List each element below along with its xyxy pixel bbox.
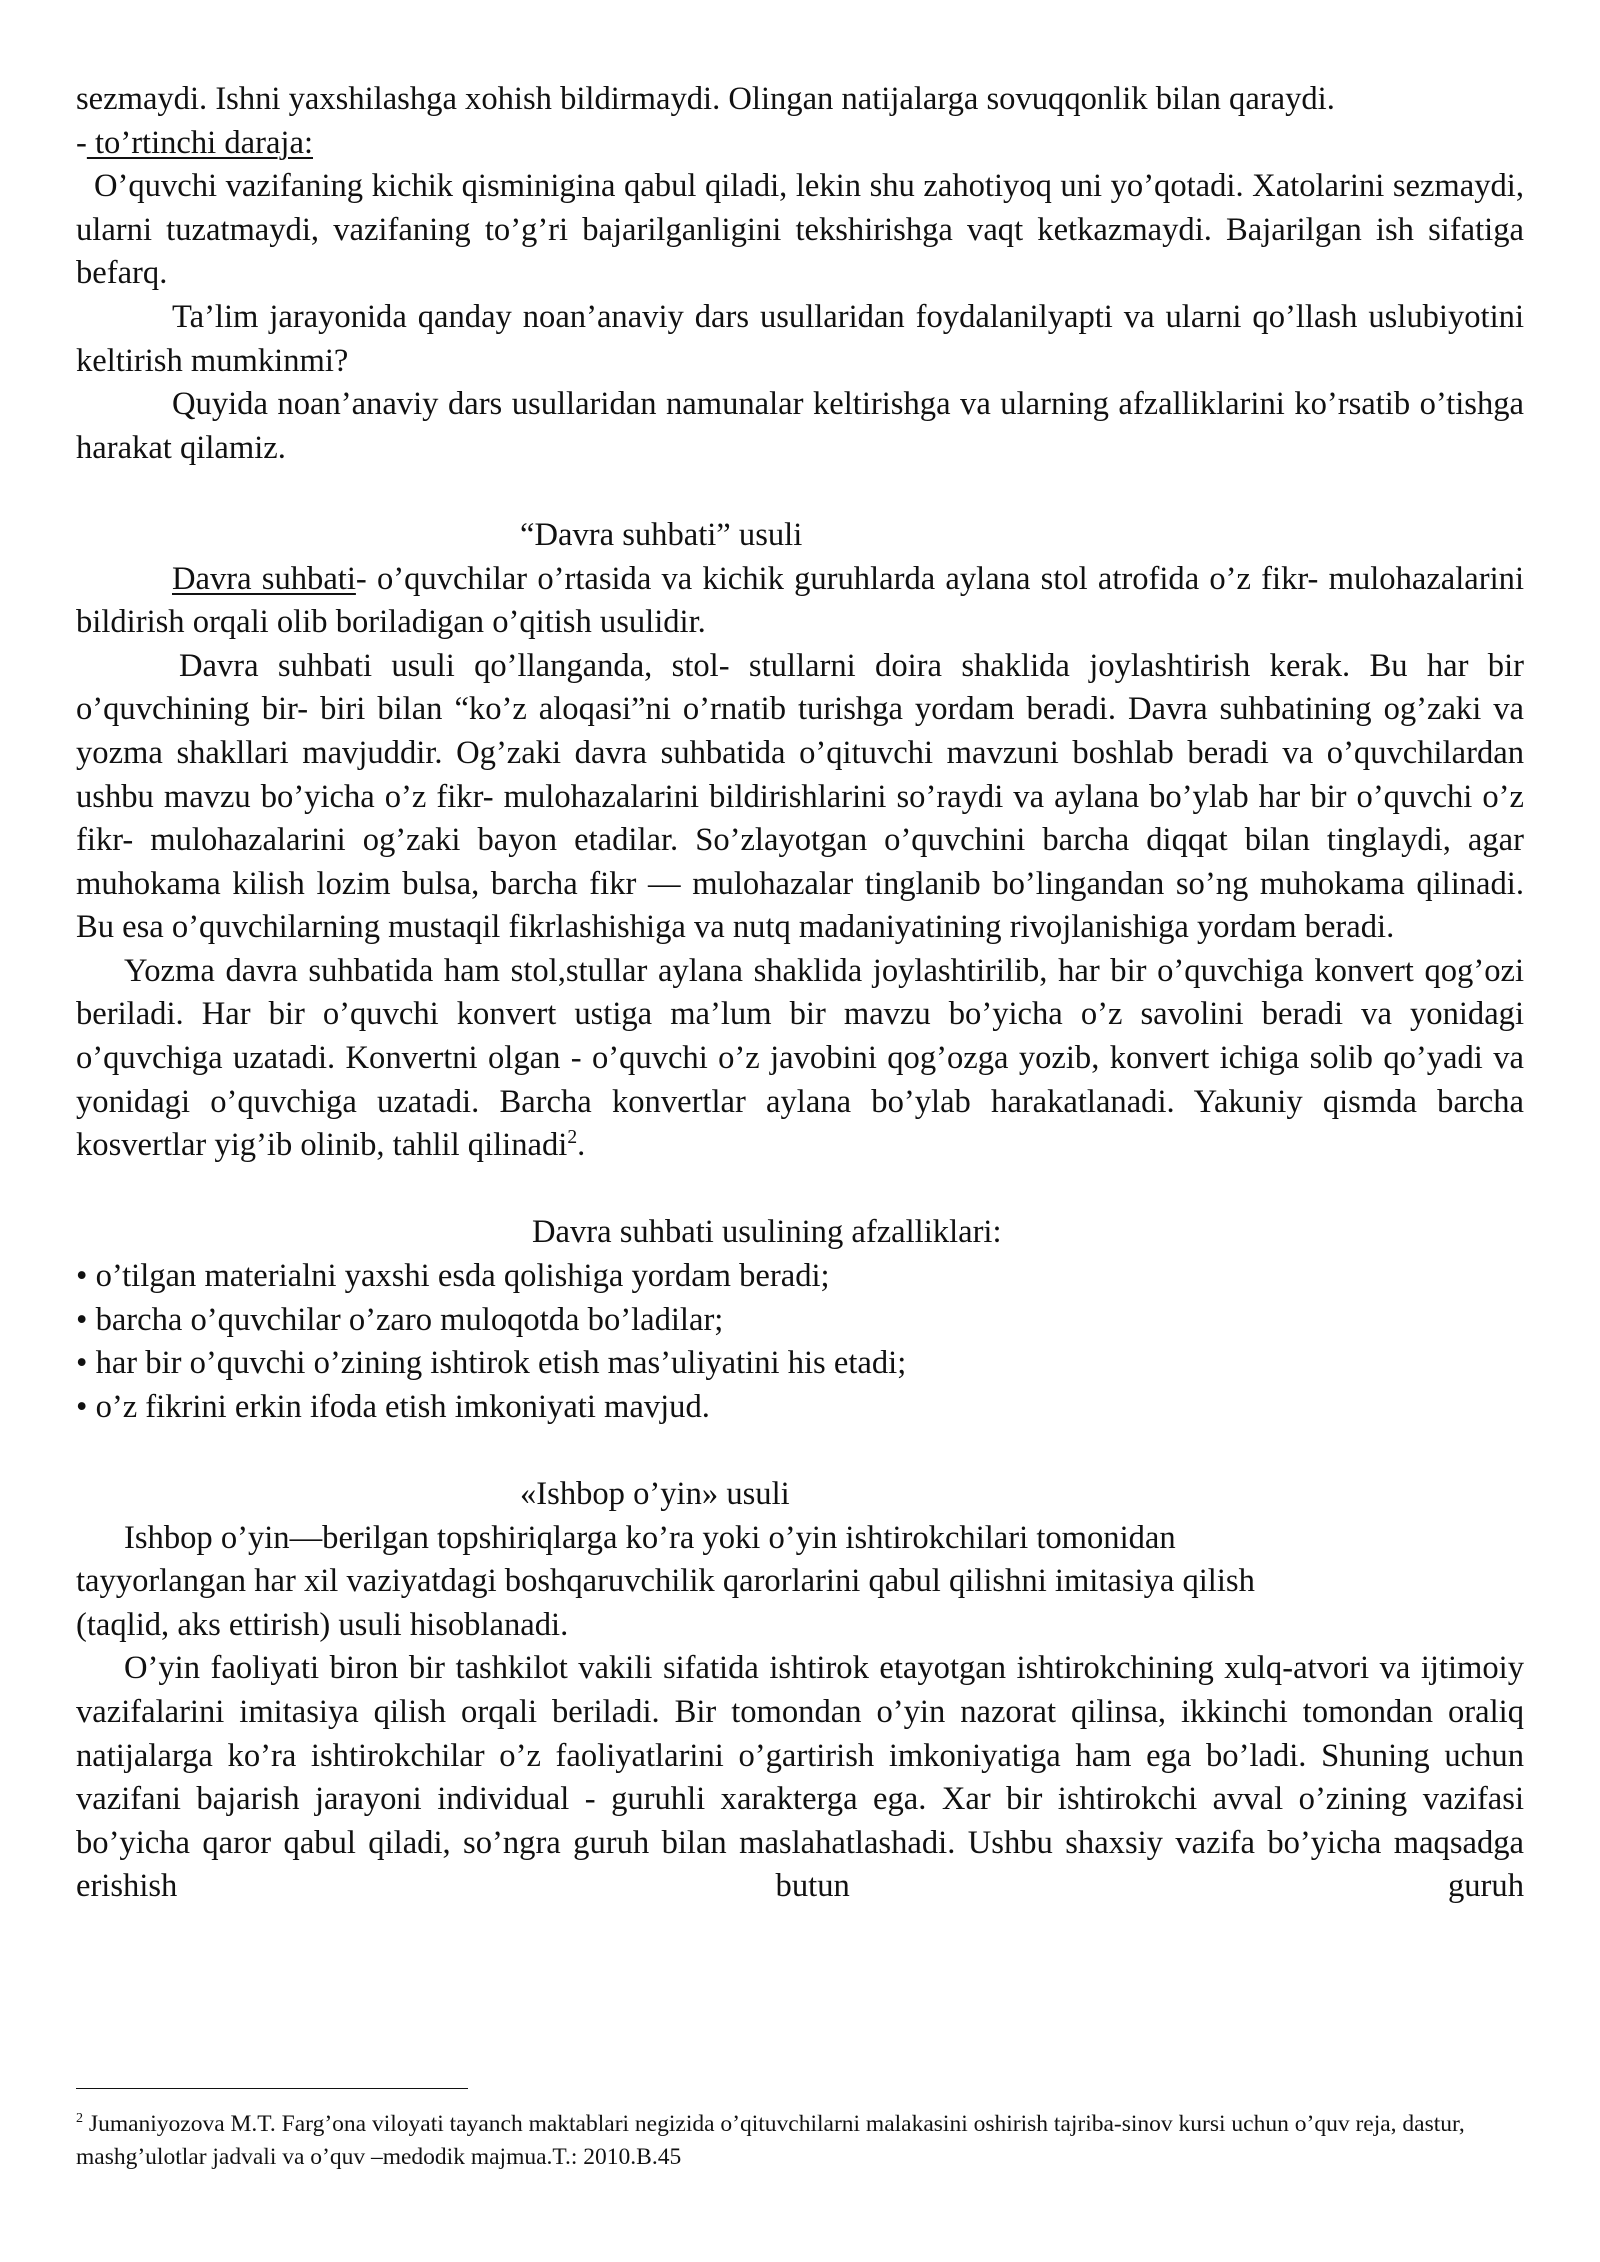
footnote-number: 2 bbox=[76, 2110, 84, 2127]
footnote-ref[interactable]: 2 bbox=[567, 1127, 578, 1149]
section-heading-ishbop: «Ishbop o’yin» usuli bbox=[520, 1476, 790, 1512]
definition-text: o’quvchilar o’rtasida va kichik guruhlarda aylana stol atrofida o’z fikr- mulohazalarini bildirish orqali olib boriladigan o’qitish usulidir. bbox=[76, 560, 1524, 641]
paragraph-oyin-faoliyati: O’yin faoliyati biron bir tashkilot vakili sifatida ishtirok etayotgan ishtirokchining xulq-atvori va ijtimoiy vazifalarini imitasiya qilish orqali beriladi. Bir tomondan o’yin nazorat qilinsa, ikkinchi tomondan oraliq natijalarga ko’ra ishtirokchilar o’z faoliyatlarini o’gartirish imkoniyatiga ham ega bo’ladi. Shuning uchun vazifani bajarish jarayoni individual - guruhli xarakterga ega. Xar bir ishtirokchi avval o’zining vazifasi bo’yicha qaror qabul qiladi, so’ngra guruh bilan maslahatlashadi. Ushbu shaxsiy vazifa bo’yicha maqsadga erishish butun guruh bbox=[76, 1650, 1524, 1905]
paragraph-examples: Quyida noan’anaviy dars usullaridan namunalar keltirishga va ularning afzalliklarini ko’rsatib o’tishga harakat qilamiz. bbox=[76, 386, 1524, 466]
paragraph-davra-definition bbox=[76, 558, 1524, 645]
advantages-list bbox=[76, 1255, 1524, 1429]
spacer bbox=[76, 1429, 1524, 1473]
spacer bbox=[76, 470, 1524, 514]
footnote-separator bbox=[76, 2088, 468, 2089]
yozma-period: . bbox=[577, 1127, 586, 1164]
bullet-icon: • bbox=[76, 1388, 88, 1425]
paragraph-ishbop-line1: Ishbop o’yin—berilgan topshiriqlarga ko’ra yoki o’yin ishtirokchilari tomonidan bbox=[124, 1519, 1176, 1556]
level-four-label: to’rtinchi daraja: bbox=[86, 124, 313, 161]
paragraph-intro: sezmaydi. Ishni yaxshilashga xohish bildirmaydi. Olingan natijalarga sovuqqonlik bilan qaraydi. bbox=[76, 81, 1335, 117]
term-dash: - bbox=[355, 560, 367, 597]
list-item: • har bir o’quvchi o’zining ishtirok etish mas’uliyatini his etadi; bbox=[76, 1345, 907, 1382]
term-davra-suhbati: Davra suhbati bbox=[172, 560, 356, 597]
bullet-icon: • bbox=[76, 1345, 88, 1382]
section-heading-davra: “Davra suhbati” usuli bbox=[520, 516, 803, 553]
footnote bbox=[76, 2108, 1524, 2174]
paragraph-ishbop-line3: (taqlid, aks ettirish) usuli hisoblanadi. bbox=[76, 1606, 569, 1643]
paragraph-question: Ta’lim jarayonida qanday noan’anaviy dars usullaridan foydalanilyapti va ularni qo’llash uslubiyotini keltirish mumkinmi? bbox=[76, 298, 1524, 379]
paragraph-davra-usage: Davra suhbati usuli qo’llanganda, stol- stullarni doira shaklida joylashtirish kerak. Bu har bir o’quvchining bir- biri bilan “ko’z aloqasi”ni o’rnatib turishga yordam beradi. Davra suhbatining og’zaki va yozma shakllari mavjuddir. Og’zaki davra suhbatida o’qituvchi mavzuni boshlab beradi va o’quvchilardan ushbu mavzu bo’yicha o’z fikr- mulohazalarini bildirishlarini so’raydi va aylana bo’ylab har bir o’quvchi o’z fikr- mulohazalarini og’zaki bayon etadilar. So’zlayotgan o’quvchini barcha diqqat bilan tinglaydi, agar muhokama kilish lozim bulsa, barcha fikr — mulohazalar tinglanib bo’lingandan so’ng muhokama qilinadi. Bu esa o’quvchilarning mustaqil fikrlashishiga va nutq madaniyatining rivojlanishiga yordam beradi. bbox=[76, 647, 1524, 946]
bullet-icon: • bbox=[76, 1258, 88, 1295]
list-item: • o’tilgan materialni yaxshi esda qolishiga yordam beradi; bbox=[76, 1258, 830, 1295]
bullet-icon: • bbox=[76, 1301, 88, 1338]
footnote-text: Jumaniyozova M.T. Farg’ona viloyati tayanch maktablari negizida o’qituvchilarni malakasini oshirish tajriba-sinov kursi uchun o’quv reja, dastur, mashg’ulotlar jadvali va o’quv –medodik majmua.T.: 2010.B.45 bbox=[76, 2111, 1465, 2170]
section-heading-afzalliklar: Davra suhbati usulining afzalliklari: bbox=[532, 1214, 1002, 1251]
paragraph-level-four: O’quvchi vazifaning kichik qisminigina qabul qiladi, lekin shu zahotiyoq uni yo’qotadi. Xatolarini sezmaydi, ularni tuzatmaydi, vazifaning to’g’ri bajarilganligini tekshirishga vaqt ketkazmaydi. Bajarilgan ish sifatiga befarq. bbox=[76, 168, 1524, 292]
level-four-heading bbox=[76, 122, 1524, 166]
body-text bbox=[76, 78, 1524, 1909]
list-item: • barcha o’quvchilar o’zaro muloqotda bo’ladilar; bbox=[76, 1301, 724, 1338]
list-item: • o’z fikrini erkin ifoda etish imkoniyati mavjud. bbox=[76, 1388, 710, 1425]
paragraph-ishbop-line2: tayyorlangan har xil vaziyatdagi boshqaruvchilik qarorlarini qabul qilishni imitasiya qilish bbox=[76, 1563, 1255, 1600]
spacer bbox=[76, 1168, 1524, 1212]
yozma-text: Yozma davra suhbatida ham stol,stullar aylana shaklida joylashtirilib, har bir o’quvchiga konvert qog’ozi beriladi. Har bir o’quvchi konvert ustiga ma’lum bir mavzu bo’yicha o’z savolini beradi va yonidagi o’quvchiga uzatadi. Konvertni olgan - o’quvchi o’z javobini qog’ozga yozib, konvert ichiga solib qo’yadi va yonidagi o’quvchiga uzatadi. Barcha konvertlar aylana bo’ylab harakatlanadi. Yakuniy qismda barcha kosvertlar yig’ib olinib, tahlil qilinadi bbox=[76, 952, 1524, 1164]
level-four-dash: - bbox=[76, 124, 87, 161]
paragraph-yozma bbox=[76, 950, 1524, 1168]
